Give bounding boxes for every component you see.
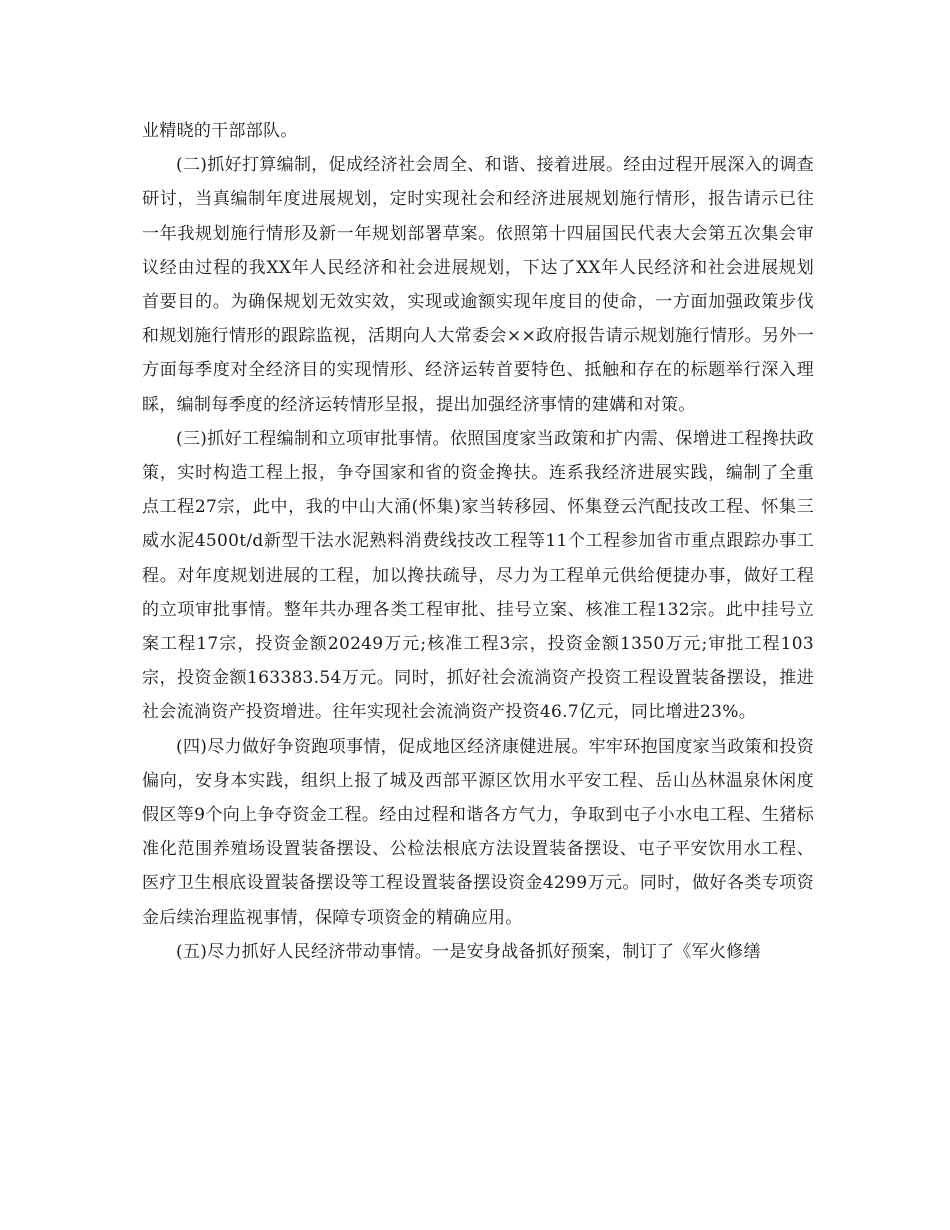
paragraph-planning: (二)抓好打算编制，促成经济社会周全、和谐、接着进展。经由过程开展深入的调查研讨，当真编制年度进展规划，定时实现社会和经济进展规划施行情形，报告请示已往一年我规划施行情形及新一年规划部署草案。依照第十四届国民代表大会第五次集会审议经由过程的我XX年人民经济和社会进展规划，下达了XX年人民经济和社会进展规划首要目的。为确保规划无效实效，实现或逾额实现年度目的使命，一方面加强政策步伐和规划施行情形的跟踪监视，活期向人大常委会××政府报告请示规划施行情形。另外一方面每季度对全经济目的实现情形、经济运转首要特色、抵触和存在的标题举行深入理睬，编制每季度的经济运转情形呈报，提出加强经济事情的建媾和对策。 bbox=[142, 155, 814, 415]
paragraph-funding: (四)尽力做好争资跑项事情，促成地区经济康健进展。牢牢环抱国度家当政策和投资偏向，安身本实践，组织上报了城及西部平源区饮用水平安工程、岳山丛林温泉休闲度假区等9个向上争夺资金工程。经由过程和谐各方气力，争取到屯子小水电工程、生猪标准化范围养殖场设置装备摆设、公检法根底方法设置装备摆设、屯子平安饮用水工程、医疗卫生根底设置装备摆设等工程设置装备摆设资金4299万元。同时，做好各类专项资金后续治理监视事情，保障专项资金的精确应用。 bbox=[142, 736, 814, 928]
paragraph-continuation: 业精晓的干部部队。 bbox=[142, 121, 298, 141]
paragraph-project-approval: (三)抓好工程编制和立项审批事情。依照国度家当政策和扩内需、保增进工程搀扶政策，实时构造工程上报，争夺国家和省的资金搀扶。连系我经济进展实践，编制了全重点工程27宗，此中，我的中山大涌(怀集)家当转移园、怀集登云汽配技改工程、怀集三威水泥4500t/d新型干法水泥熟料消费线技改工程等11个工程参加省市重点跟踪办事工程。对年度规划进展的工程，加以搀扶疏导，尽力为工程单元供给便捷办事，做好工程的立项审批事情。整年共办理各类工程审批、挂号立案、核准工程132宗。此中挂号立案工程17宗，投资金额20249万元;核准工程3宗，投资金额1350万元;审批工程103宗，投资金额163383.54万元。同时，抓好社会流淌资产投资工程设置装备摆设，推进社会流淌资产投资增进。往年实现社会流淌资产投资46.7亿元，同比增进23%。 bbox=[142, 428, 814, 723]
paragraph-economy-mobilization: (五)尽力抓好人民经济带动事情。一是安身战备抓好预案，制订了《军火修缮 bbox=[176, 941, 761, 962]
document-body bbox=[142, 114, 814, 969]
